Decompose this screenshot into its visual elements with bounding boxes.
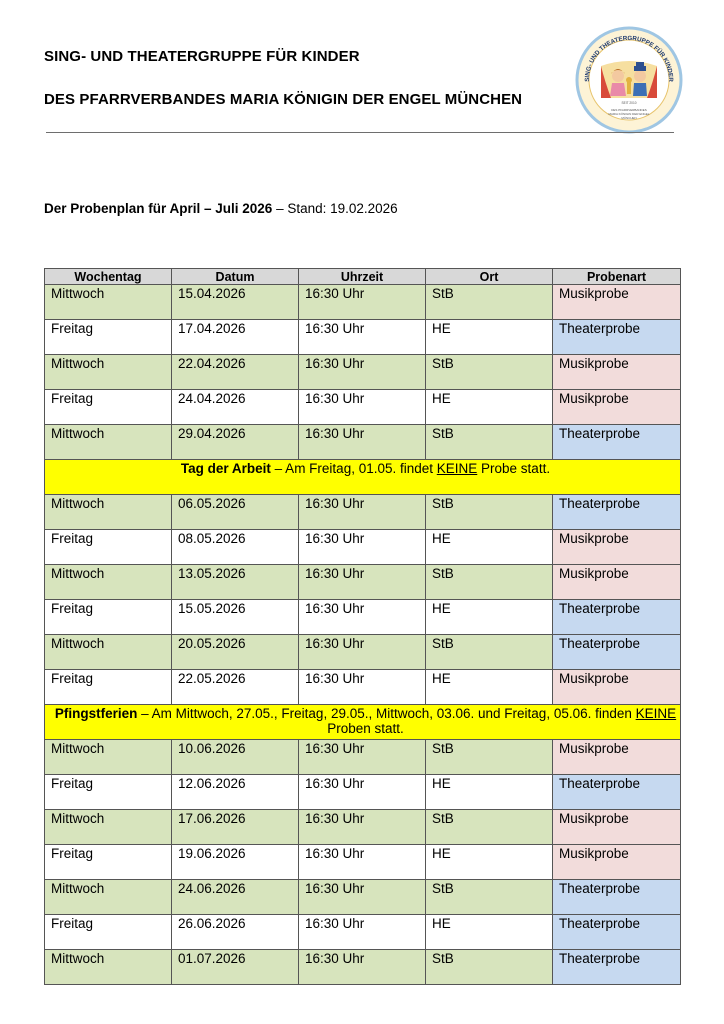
place-cell: HE [426, 845, 553, 880]
place-cell: StB [426, 565, 553, 600]
table-row [45, 880, 681, 915]
place-cell: HE [426, 530, 553, 565]
time-cell: 16:30 Uhr [299, 670, 426, 705]
header-title-line2: DES PFARRVERBANDES MARIA KÖNIGIN DER ENGEL MÜNCHEN [44, 91, 523, 108]
time-cell: 16:30 Uhr [299, 425, 426, 460]
time-cell: 16:30 Uhr [299, 635, 426, 670]
rehearsal-type-cell: Musikprobe [553, 355, 681, 390]
place-cell: HE [426, 390, 553, 425]
table-row [45, 670, 681, 705]
table-row [45, 390, 681, 425]
rehearsal-type-cell: Musikprobe [553, 740, 681, 775]
header-divider [46, 132, 674, 133]
time-cell: 16:30 Uhr [299, 600, 426, 635]
time-cell: 16:30 Uhr [299, 320, 426, 355]
rehearsal-type-cell: Musikprobe [553, 530, 681, 565]
column-header-kind: Probenart [553, 269, 681, 285]
notice-cell [45, 460, 681, 495]
rehearsal-type-cell: Theaterprobe [553, 600, 681, 635]
rehearsal-type-cell: Musikprobe [553, 390, 681, 425]
table-row [45, 565, 681, 600]
rehearsal-type-cell: Musikprobe [553, 670, 681, 705]
logo-bottom-line3: MÜNCHEN [621, 116, 637, 120]
weekday-cell: Freitag [45, 320, 172, 355]
table-header-row [45, 269, 681, 285]
time-cell: 16:30 Uhr [299, 880, 426, 915]
logo-year: SEIT 2010 [621, 101, 637, 105]
place-cell: HE [426, 670, 553, 705]
date-cell: 29.04.2026 [172, 425, 299, 460]
date-cell: 22.05.2026 [172, 670, 299, 705]
rehearsal-type-cell: Musikprobe [553, 845, 681, 880]
date-cell: 13.05.2026 [172, 565, 299, 600]
notice-text-end: Proben statt. [327, 721, 404, 736]
girl-figure [612, 70, 624, 82]
plan-subtitle-status: – Stand: 19.02.2026 [272, 201, 398, 216]
place-cell: StB [426, 635, 553, 670]
table-row [45, 530, 681, 565]
weekday-cell: Mittwoch [45, 880, 172, 915]
date-cell: 17.06.2026 [172, 810, 299, 845]
place-cell: StB [426, 810, 553, 845]
table-row [45, 355, 681, 390]
logo-arc-text: SING- UND THEATERGRUPPE FÜR KINDER [583, 34, 675, 82]
rehearsal-type-cell: Theaterprobe [553, 425, 681, 460]
weekday-cell: Freitag [45, 845, 172, 880]
rehearsal-type-cell: Theaterprobe [553, 320, 681, 355]
column-header-place: Ort [426, 269, 553, 285]
time-cell: 16:30 Uhr [299, 565, 426, 600]
date-cell: 17.04.2026 [172, 320, 299, 355]
rehearsal-type-cell: Theaterprobe [553, 880, 681, 915]
time-cell: 16:30 Uhr [299, 740, 426, 775]
table-row [45, 600, 681, 635]
table-row [45, 740, 681, 775]
time-cell: 16:30 Uhr [299, 950, 426, 985]
notice-row [45, 460, 681, 495]
rehearsal-type-cell: Theaterprobe [553, 495, 681, 530]
place-cell: StB [426, 495, 553, 530]
date-cell: 06.05.2026 [172, 495, 299, 530]
weekday-cell: Mittwoch [45, 565, 172, 600]
date-cell: 26.06.2026 [172, 915, 299, 950]
table-row [45, 775, 681, 810]
weekday-cell: Freitag [45, 670, 172, 705]
place-cell: StB [426, 950, 553, 985]
place-cell: StB [426, 425, 553, 460]
weekday-cell: Mittwoch [45, 355, 172, 390]
place-cell: HE [426, 600, 553, 635]
logo-bottom-line1: DES PFARRVERBANDES [611, 108, 647, 112]
rehearsal-type-cell: Theaterprobe [553, 950, 681, 985]
time-cell: 16:30 Uhr [299, 845, 426, 880]
boy-figure [634, 70, 646, 82]
table-row [45, 635, 681, 670]
weekday-cell: Mittwoch [45, 285, 172, 320]
table-row [45, 810, 681, 845]
table-row [45, 285, 681, 320]
table-row [45, 495, 681, 530]
rehearsal-type-cell: Theaterprobe [553, 775, 681, 810]
weekday-cell: Mittwoch [45, 635, 172, 670]
time-cell: 16:30 Uhr [299, 915, 426, 950]
column-header-date: Datum [172, 269, 299, 285]
weekday-cell: Freitag [45, 915, 172, 950]
weekday-cell: Freitag [45, 390, 172, 425]
date-cell: 24.04.2026 [172, 390, 299, 425]
notice-emphasis: KEINE [635, 706, 677, 721]
rehearsal-schedule-table [44, 268, 681, 985]
rehearsal-type-cell: Musikprobe [553, 565, 681, 600]
place-cell: HE [426, 320, 553, 355]
date-cell: 20.05.2026 [172, 635, 299, 670]
weekday-cell: Freitag [45, 775, 172, 810]
weekday-cell: Freitag [45, 600, 172, 635]
notice-text: – Am Freitag, 01.05. findet [270, 461, 437, 476]
date-cell: 22.04.2026 [172, 355, 299, 390]
time-cell: 16:30 Uhr [299, 495, 426, 530]
rehearsal-type-cell: Musikprobe [553, 810, 681, 845]
date-cell: 08.05.2026 [172, 530, 299, 565]
date-cell: 19.06.2026 [172, 845, 299, 880]
notice-text-end: Probe statt. [477, 461, 551, 476]
weekday-cell: Mittwoch [45, 425, 172, 460]
notice-text: – Am Mittwoch, 27.05., Freitag, 29.05., Mittwoch, 03.06. und Freitag, 05.06. finden [137, 706, 636, 721]
time-cell: 16:30 Uhr [299, 530, 426, 565]
place-cell: StB [426, 740, 553, 775]
date-cell: 24.06.2026 [172, 880, 299, 915]
place-cell: StB [426, 355, 553, 390]
table-row [45, 425, 681, 460]
table-row [45, 320, 681, 355]
logo-bottom-line2: MARIA KÖNIGIN DER ENGEL [608, 112, 650, 116]
notice-cell [45, 705, 681, 740]
column-header-weekday: Wochentag [45, 269, 172, 285]
weekday-cell: Mittwoch [45, 495, 172, 530]
rehearsal-type-cell: Musikprobe [553, 285, 681, 320]
table-row [45, 950, 681, 985]
date-cell: 12.06.2026 [172, 775, 299, 810]
weekday-cell: Mittwoch [45, 810, 172, 845]
header-title-line1: SING- UND THEATERGRUPPE FÜR KINDER [44, 48, 360, 65]
time-cell: 16:30 Uhr [299, 810, 426, 845]
plan-subtitle [44, 201, 398, 216]
date-cell: 10.06.2026 [172, 740, 299, 775]
weekday-cell: Mittwoch [45, 950, 172, 985]
group-logo [575, 26, 683, 134]
date-cell: 15.04.2026 [172, 285, 299, 320]
time-cell: 16:30 Uhr [299, 355, 426, 390]
rehearsal-type-cell: Theaterprobe [553, 915, 681, 950]
table-row [45, 915, 681, 950]
notice-title: Pfingstferien [54, 706, 138, 721]
table-row [45, 845, 681, 880]
column-header-time: Uhrzeit [299, 269, 426, 285]
weekday-cell: Freitag [45, 530, 172, 565]
time-cell: 16:30 Uhr [299, 390, 426, 425]
date-cell: 15.05.2026 [172, 600, 299, 635]
notice-title: Tag der Arbeit [180, 461, 271, 476]
notice-row [45, 705, 681, 740]
place-cell: HE [426, 915, 553, 950]
time-cell: 16:30 Uhr [299, 285, 426, 320]
plan-subtitle-bold: Der Probenplan für April – Juli 2026 [44, 201, 273, 216]
time-cell: 16:30 Uhr [299, 775, 426, 810]
notice-emphasis: KEINE [436, 461, 478, 476]
rehearsal-type-cell: Theaterprobe [553, 635, 681, 670]
weekday-cell: Mittwoch [45, 740, 172, 775]
place-cell: StB [426, 880, 553, 915]
place-cell: StB [426, 285, 553, 320]
place-cell: HE [426, 775, 553, 810]
date-cell: 01.07.2026 [172, 950, 299, 985]
